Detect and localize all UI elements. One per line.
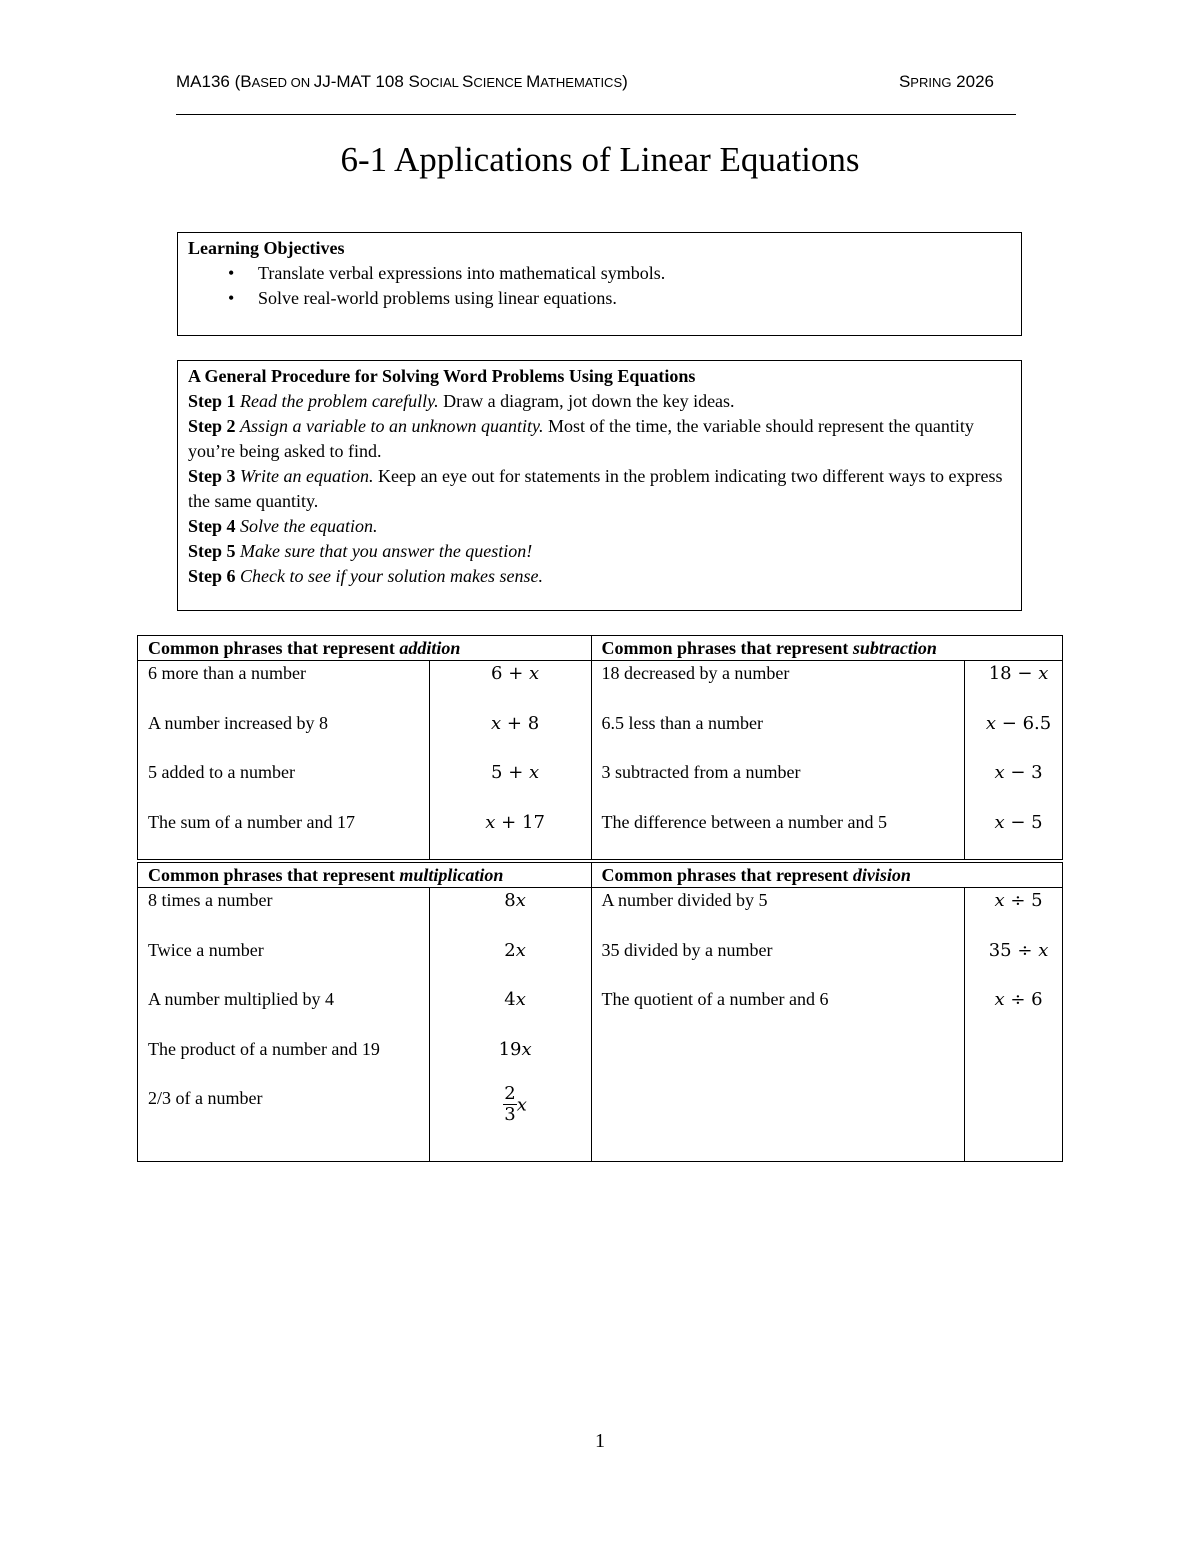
addition-expressions <box>429 661 591 860</box>
math-expression: x − 5 <box>994 811 1043 833</box>
bullet-icon: • <box>228 288 235 308</box>
subtraction-header: Common phrases that represent subtraction <box>591 636 1063 661</box>
list-item: The product of a number and 19 <box>148 1038 380 1059</box>
division-phrases <box>591 888 965 1162</box>
subtraction-expressions <box>965 661 1063 860</box>
math-expression: 5 + x <box>491 762 540 783</box>
list-item: Twice a number <box>148 939 264 960</box>
list-item: 2/3 of a number <box>148 1088 263 1108</box>
objectives-heading: Learning Objectives <box>188 238 345 258</box>
list-item: • Translate verbal expressions into mathematical symbols. <box>228 261 1011 286</box>
page-number: 1 <box>595 1430 605 1452</box>
course-title: MA136 (BASED ON JJ-MAT 108 SOCIAL SCIENCE MATHEMATICS) <box>176 72 628 91</box>
addition-header: Common phrases that represent addition <box>138 636 592 661</box>
list-item: The quotient of a number and 6 <box>601 989 829 1009</box>
subtraction-phrases <box>591 661 965 860</box>
math-expression: 35 ÷ x <box>988 939 1049 961</box>
page-title: 6-1 Applications of Linear Equations <box>340 140 860 179</box>
list-item: 3 subtracted from a number <box>601 762 801 782</box>
list-item: A number multiplied by 4 <box>148 989 334 1009</box>
math-expression: 2x <box>504 939 526 961</box>
running-header <box>176 70 1016 115</box>
list-item: The sum of a number and 17 <box>148 811 355 832</box>
list-item: 8 times a number <box>148 890 273 910</box>
mul-div-table <box>137 862 1063 1162</box>
math-expression: x ÷ 6 <box>994 989 1043 1010</box>
division-header: Common phrases that represent division <box>591 863 1062 888</box>
multiplication-phrases <box>138 888 430 1162</box>
math-expression: 8x <box>504 890 526 911</box>
division-expressions <box>965 888 1063 1162</box>
addition-phrases <box>138 661 430 860</box>
list-item: 6 more than a number <box>148 663 306 683</box>
step-3: Step 3 Write an equation. Keep an eye out for statements in the problem indicating two different ways to express the same quantity. <box>188 466 1003 511</box>
fraction: $\frac{2}{3}$ <box>504 1083 516 1125</box>
multiplication-header: Common phrases that represent multiplication <box>138 863 592 888</box>
list-item: 5 added to a number <box>148 762 295 782</box>
list-item: A number increased by 8 <box>148 712 328 733</box>
list-item: The difference between a number and 5 <box>601 811 888 832</box>
math-expression: 19x <box>498 1038 532 1060</box>
math-expression: x − 6.5 <box>985 712 1052 734</box>
math-expression: 18 − x <box>988 663 1049 684</box>
math-expression: x ÷ 5 <box>994 890 1043 911</box>
list-item: • Solve real-world problems using linear equations. <box>228 286 1011 311</box>
math-expression: x − 3 <box>994 762 1043 783</box>
learning-objectives-box <box>177 232 1022 336</box>
objectives-list <box>188 261 1011 311</box>
step-6: Step 6 Check to see if your solution makes sense. <box>188 566 543 586</box>
step-1: Step 1 Read the problem carefully. Draw a diagram, jot down the key ideas. <box>188 391 735 411</box>
multiplication-expressions <box>429 888 591 1162</box>
bullet-icon: • <box>228 263 235 283</box>
list-item: 18 decreased by a number <box>601 663 790 683</box>
math-expression: 4x <box>504 989 526 1010</box>
procedure-box <box>177 360 1022 611</box>
fraction-expression: $\frac{2}{3}$ x <box>504 1083 527 1125</box>
list-item: 6.5 less than a number <box>601 712 763 733</box>
math-expression: x + 17 <box>485 811 545 833</box>
add-sub-table <box>137 635 1063 860</box>
step-5: Step 5 Make sure that you answer the question! <box>188 541 533 561</box>
term-label: SPRING 2026 <box>898 72 994 91</box>
procedure-heading: A General Procedure for Solving Word Problems Using Equations <box>188 366 696 386</box>
math-expression: 6 + x <box>491 663 540 684</box>
list-item: 35 divided by a number <box>601 939 773 960</box>
list-item: A number divided by 5 <box>601 890 768 910</box>
step-4: Step 4 Solve the equation. <box>188 516 378 536</box>
step-2: Step 2 Assign a variable to an unknown quantity. Most of the time, the variable should represent the quantity you’re being asked to find. <box>188 416 974 461</box>
math-expression: x + 8 <box>491 712 540 734</box>
